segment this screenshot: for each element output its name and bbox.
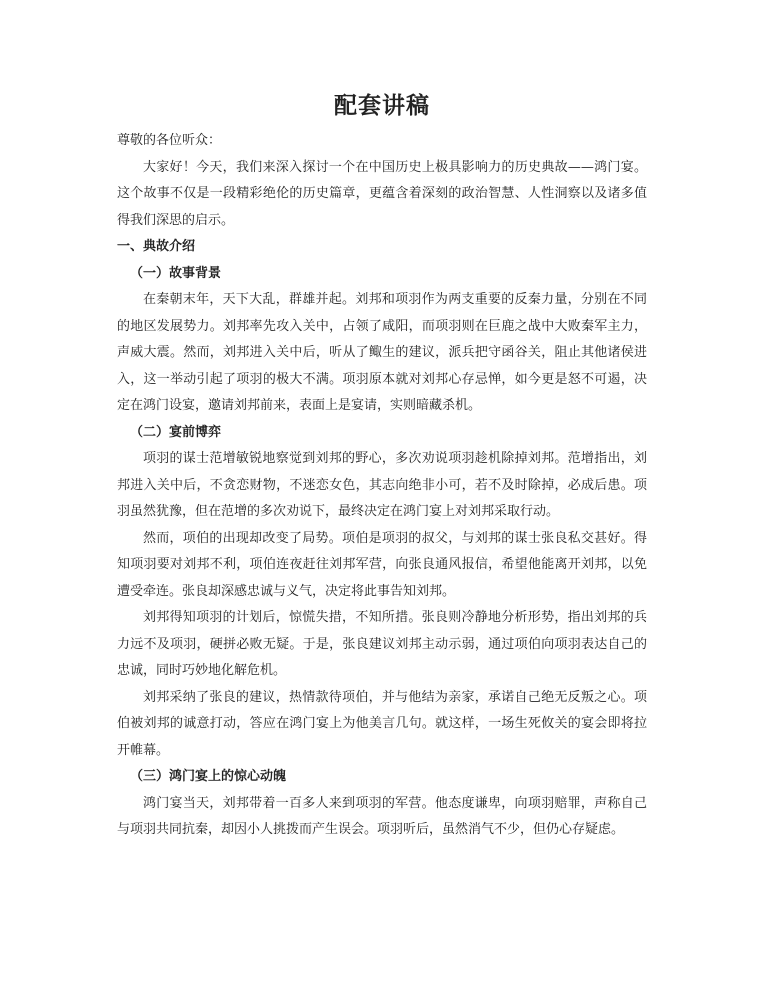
subsection-heading-prelude: （二）宴前博弈 xyxy=(130,424,222,440)
section-heading-1: 一、典故介绍 xyxy=(117,239,196,254)
subsection-heading-background: （一）故事背景 xyxy=(130,265,222,281)
document-page xyxy=(117,90,647,844)
document-title: 配套讲稿 xyxy=(334,92,430,119)
paragraph: 刘邦得知项羽的计划后，惊慌失措，不知所措。张良则冷静地分析形势，指出刘邦的兵力远不及项羽，硬拼必败无疑。于是，张良建议刘邦主动示弱，通过项伯向项羽表达自己的忠诚，同时巧妙地化解危机。 xyxy=(117,610,647,678)
salutation: 尊敬的各位听众： xyxy=(117,133,222,148)
paragraph: 刘邦采纳了张良的建议，热情款待项伯，并与他结为亲家，承诺自己绝无反叛之心。项伯被刘邦的诚意打动，答应在鸿门宴上为他美言几句。就这样，一场生死攸关的宴会即将拉开帷幕。 xyxy=(117,689,647,758)
subsection-heading-banquet: （三）鸿门宴上的惊心动魄 xyxy=(130,769,287,784)
paragraph: 然而，项伯的出现却改变了局势。项伯是项羽的叔父，与刘邦的谋士张良私交甚好。得知项羽要对刘邦不利，项伯连夜赶往刘邦军营，向张良通风报信，希望他能离开刘邦，以免遭受牵连。张良却深感忠诚与义气，决定将此事告知刘邦。 xyxy=(117,530,647,599)
paragraph: 项羽的谋士范增敏锐地察觉到刘邦的野心，多次劝说项羽趁机除掉刘邦。范增指出，刘邦进入关中后，不贪恋财物，不迷恋女色，其志向绝非小可，若不及时除掉，必成后患。项羽虽然犹豫，但在范增的多次劝说下，最终决定在鸿门宴上对刘邦采取行动。 xyxy=(117,451,647,519)
paragraph: 在秦朝末年，天下大乱，群雄并起。刘邦和项羽作为两支重要的反秦力量，分别在不同的地区发展势力。刘邦率先攻入关中，占领了咸阳，而项羽则在巨鹿之战中大败秦军主力，声威大震。然而，刘邦进入关中后，听从了鲰生的建议，派兵把守函谷关，阻止其他诸侯进入，这一举动引起了项羽的极大不满。项羽原本就对刘邦心存忌惮，如今更是怒不可遏，决定在鸿门设宴，邀请刘邦前来，表面上是宴请，实则暗藏杀机。 xyxy=(117,292,647,413)
intro-paragraph: 大家好！今天，我们来深入探讨一个在中国历史上极具影响力的历史典故——鸿门宴。这个故事不仅是一段精彩绝伦的历史篇章，更蕴含着深刻的政治智慧、人性洞察以及诸多值得我们深思的启示。 xyxy=(117,159,647,228)
paragraph: 鸿门宴当天，刘邦带着一百多人来到项羽的军营。他态度谦卑，向项羽赔罪，声称自己与项羽共同抗秦，却因小人挑拨而产生误会。项羽听后，虽然消气不少，但仍心存疑虑。 xyxy=(117,795,647,837)
